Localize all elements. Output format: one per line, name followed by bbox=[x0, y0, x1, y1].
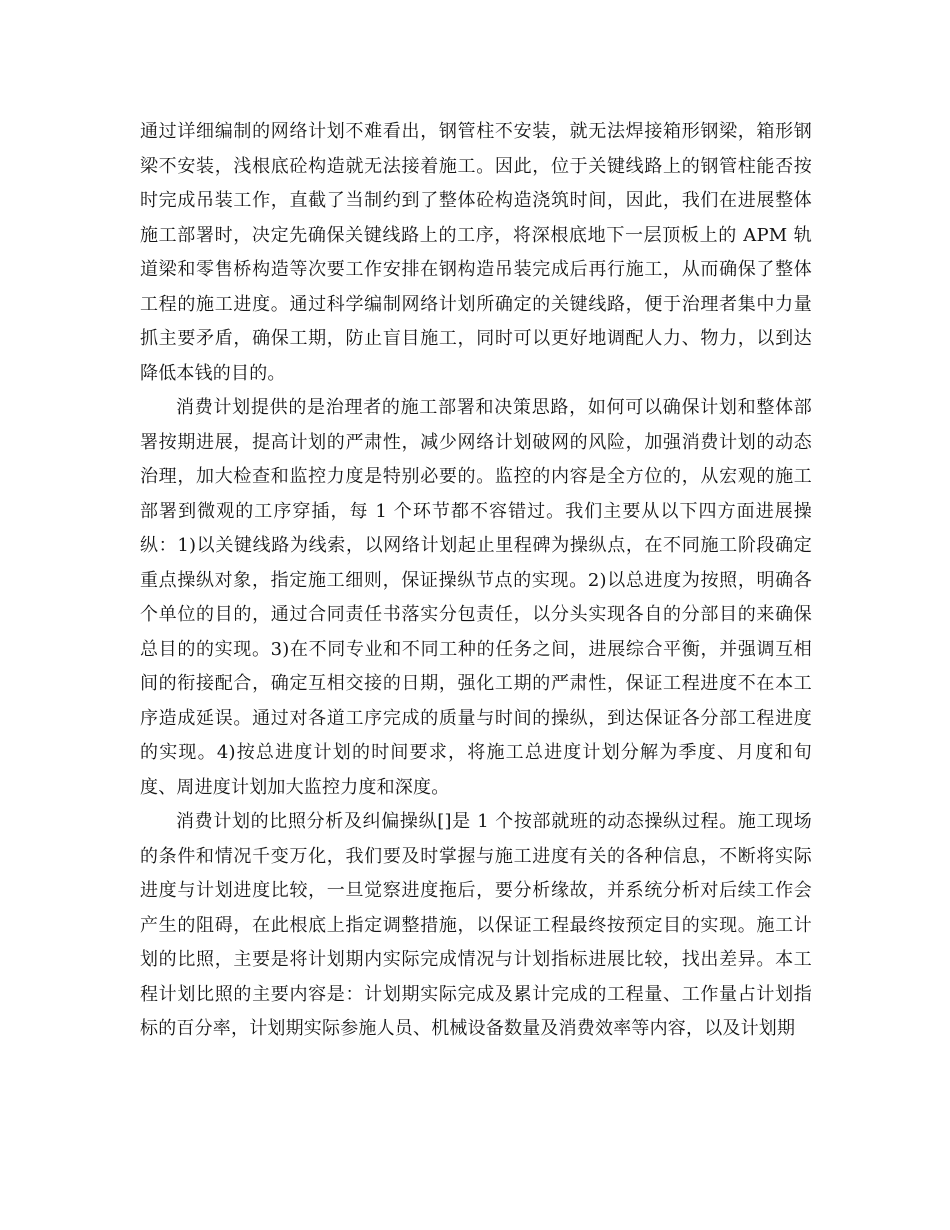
document-page bbox=[140, 115, 812, 1047]
paragraph-2: 消费计划提供的是治理者的施工部署和决策思路，如何可以确保计划和整体部署按期进展，提高计划的严肃性，减少网络计划破网的风险，加强消费计划的动态治理，加大检查和监控力度是特别必要的。监控的内容是全方位的，从宏观的施工部署到微观的工序穿插，每 1 个环节都不容错过。我们主要从以下四方面进展操纵：1)以关键线路为线索，以网络计划起止里程碑为操纵点，在不同施工阶段确定重点操纵对象，指定施工细则，保证操纵节点的实现。2)以总进度为按照，明确各个单位的目的，通过合同责任书落实分包责任，以分头实现各自的分部目的来确保总目的的实现。3)在不同专业和不同工种的任务之间，进展综合平衡，并强调互相间的衔接配合，确定互相交接的日期，强化工期的严肃性，保证工程进度不在本工序造成延误。通过对各道工序完成的质量与时间的操纵，到达保证各分部工程进度的实现。4)按总进度计划的时间要求，将施工总进度计划分解为季度、月度和旬度、周进度计划加大监控力度和深度。 bbox=[140, 397, 812, 798]
paragraph-1: 通过详细编制的网络计划不难看出，钢管柱不安装，就无法焊接箱形钢梁，箱形钢梁不安装，浅根底砼构造就无法接着施工。因此，位于关键线路上的钢管柱能否按时完成吊装工作，直截了当制约到了整体砼构造浇筑时间，因此，我们在进展整体施工部署时，决定先确保关键线路上的工序，将深根底地下一层顶板上的 APM 轨道梁和零售桥构造等次要工作安排在钢构造吊装完成后再行施工，从而确保了整体工程的施工进度。通过科学编制网络计划所确定的关键线路，便于治理者集中力量抓主要矛盾，确保工期，防止盲目施工，同时可以更好地调配人力、物力，以到达降低本钱的目的。 bbox=[140, 121, 812, 384]
paragraph-3: 消费计划的比照分析及纠偏操纵[]是 1 个按部就班的动态操纵过程。施工现场的条件和情况千变万化，我们要及时掌握与施工进度有关的各种信息，不断将实际进度与计划进度比较，一旦觉察进度拖后，要分析缘故，并系统分析对后续工作会产生的阻碍，在此根底上指定调整措施，以保证工程最终按预定目的实现。施工计划的比照，主要是将计划期内实际完成情况与计划指标进展比较，找出差异。本工程计划比照的主要内容是：计划期实际完成及累计完成的工程量、工作量占计划指标的百分率，计划期实际参施人员、机械设备数量及消费效率等内容，以及计划期 bbox=[140, 811, 812, 1039]
